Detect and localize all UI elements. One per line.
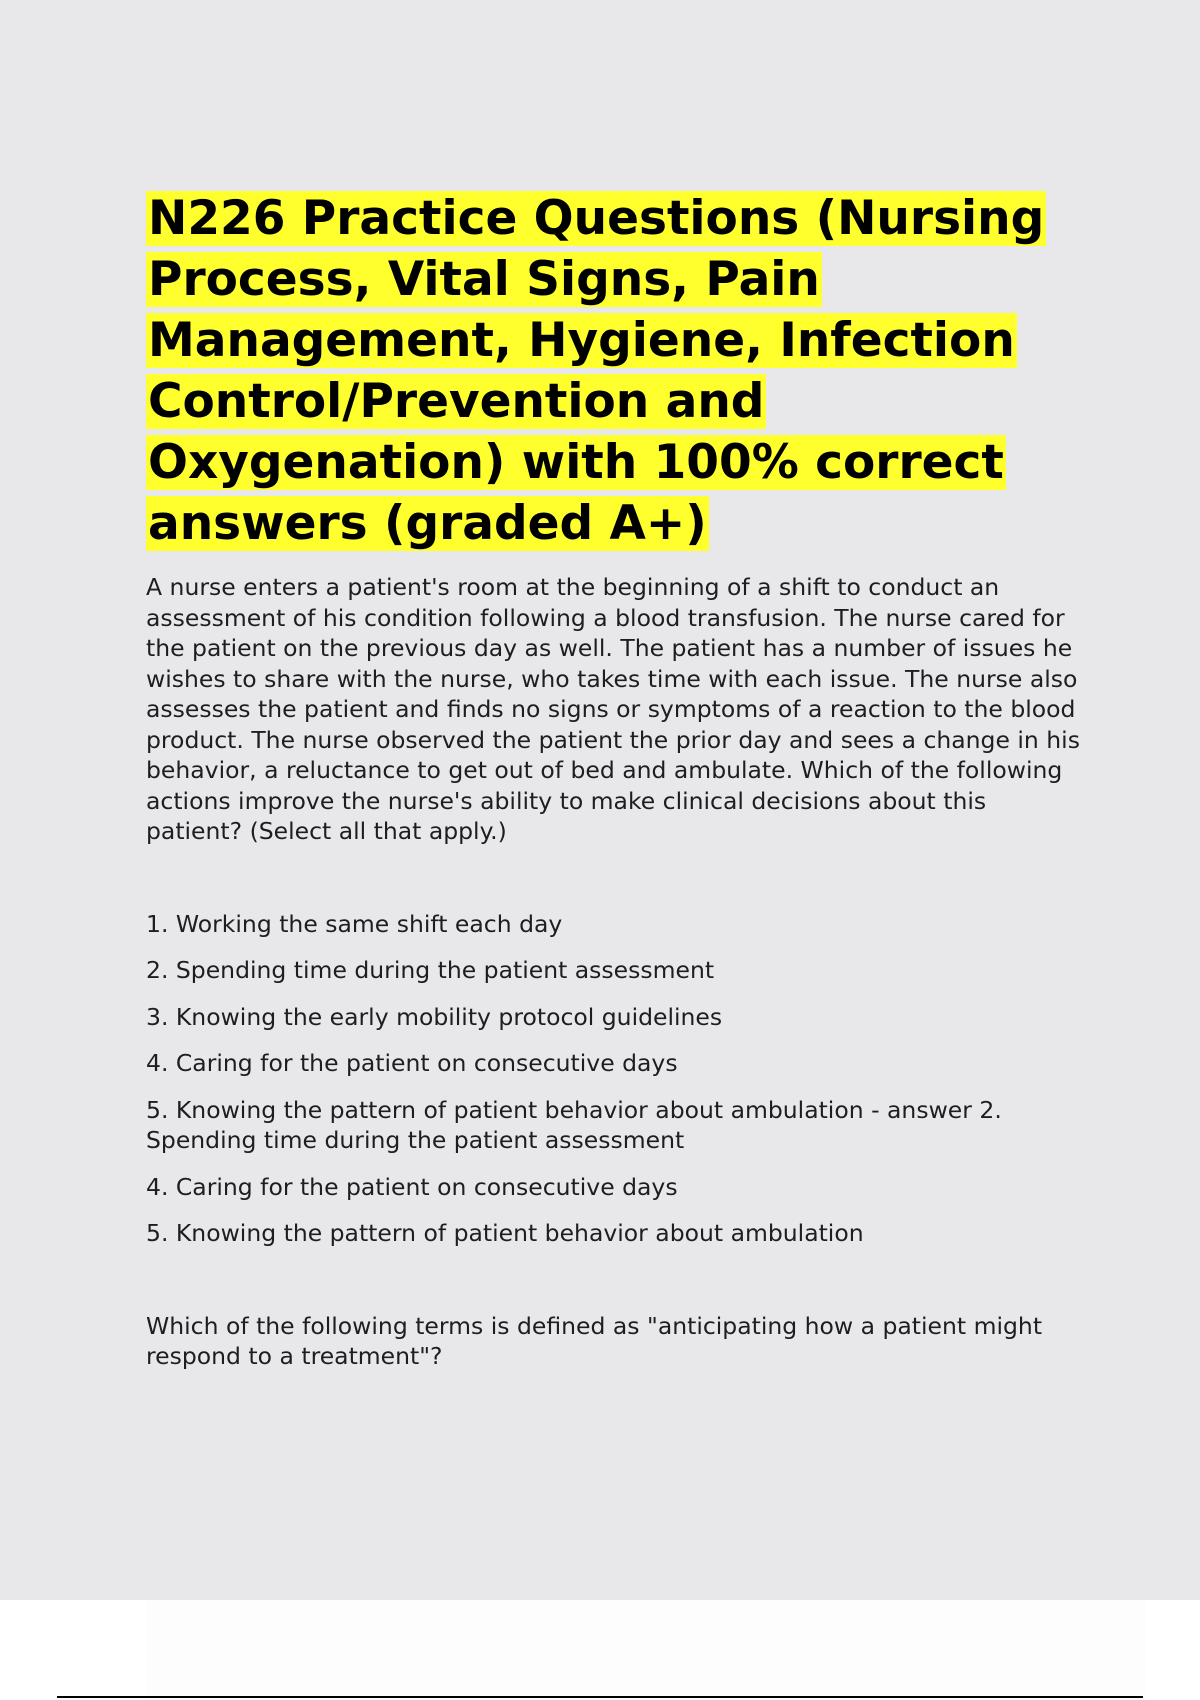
document-content <box>146 188 1086 1372</box>
answer-option: 5. Knowing the pattern of patient behavior about ambulation - answer 2. Spending time during the patient assessment <box>146 1095 1002 1154</box>
answer-option: 3. Knowing the early mobility protocol guidelines <box>146 1002 723 1031</box>
answer-option: 1. Working the same shift each day <box>146 909 563 938</box>
answer-option: 5. Knowing the pattern of patient behavior about ambulation <box>146 1219 864 1247</box>
footer-divider <box>57 1696 1143 1698</box>
answer-option: 4. Caring for the patient on consecutive days <box>146 1172 678 1201</box>
answer-option: 2. Spending time during the patient assessment <box>146 956 715 984</box>
answer-option: 4. Caring for the patient on consecutive days <box>146 1049 678 1077</box>
next-question-text: Which of the following terms is defined as "anticipating how a patient might respond to a treatment"? <box>146 1311 1043 1370</box>
document-title <box>146 188 1086 554</box>
question-text: A nurse enters a patient's room at the beginning of a shift to conduct an assessment of his condition following a blood transfusion. The nurse cared for the patient on the previous day as well. The patient has a number of issues he wishes to share with the nurse, who takes time with each issue. The nurse also assesses the patient and finds no signs or symptoms of a reaction to the blood product. The nurse observed the patient the prior day and sees a change in his behavior, a reluctance to get out of bed and ambulate. Which of the following actions improve the nurse's ability to make clinical decisions about this patient? (Select all that apply.) <box>146 573 1080 845</box>
answer-options-list <box>146 909 1086 1249</box>
title-highlight: N226 Practice Questions (Nursing Process, Vital Signs, Pain Management, Hygiene, Infection Control/Prevention and Oxygenation) with 100% correct answers (graded A+) <box>148 191 1045 551</box>
page-footer-area <box>146 1600 1146 1700</box>
